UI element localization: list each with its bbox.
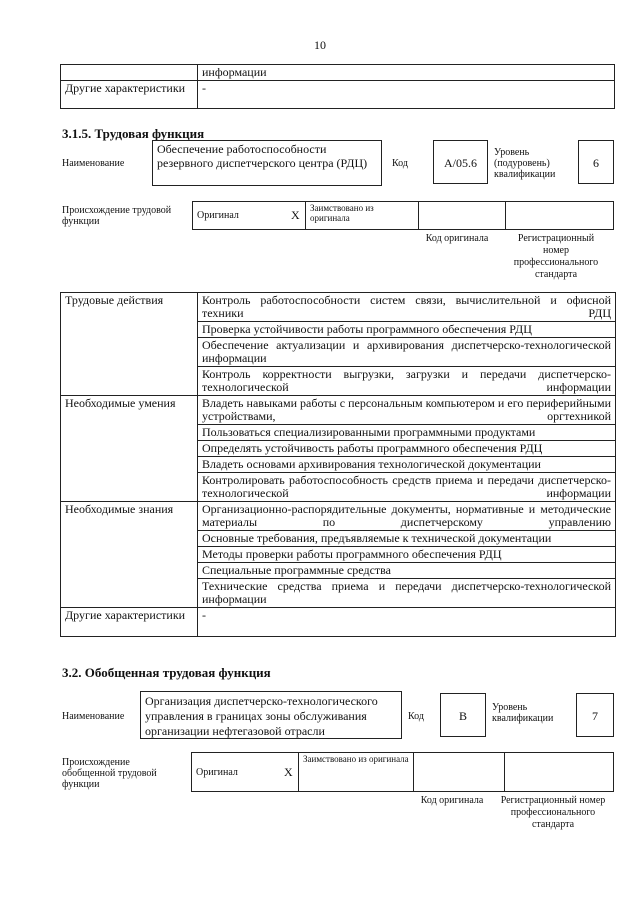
section-heading-315: 3.1.5. Трудовая функция xyxy=(62,126,205,141)
reg-num-label-315: Регистрационный номер профессионального стандарта xyxy=(513,233,599,280)
action-item: Контроль работоспособности систем связи, вычислительной и офисной техники РДЦ xyxy=(198,293,616,322)
top-table xyxy=(60,64,615,109)
knowledge-label: Необходимые знания xyxy=(61,502,198,608)
original-mark: X xyxy=(280,753,299,792)
level-value-315: 6 xyxy=(578,140,614,184)
origin-label-32: Происхождение обобщенной трудовой функции xyxy=(62,757,157,790)
skill-item: Пользоваться специализированными программными продуктами xyxy=(198,425,616,441)
skills-label: Необходимые умения xyxy=(61,396,198,502)
code-label-32: Код xyxy=(408,711,424,722)
level-value-32: 7 xyxy=(576,693,614,737)
reg-num-box xyxy=(505,753,614,792)
code-label-315: Код xyxy=(392,158,408,169)
level-label-315: Уровень (подуровень) квалификации xyxy=(494,147,556,180)
name-value-315: Обеспечение работоспособности резервного диспетчерского центра (РДЦ) xyxy=(152,140,382,186)
other-chars-value-2: - xyxy=(198,608,616,637)
knowledge-item: Методы проверки работы программного обеспечения РДЦ xyxy=(198,547,616,563)
other-chars-label-2: Другие характеристики xyxy=(61,608,198,637)
code-orig-label-315: Код оригинала xyxy=(425,233,489,244)
action-item: Контроль корректности выгрузки, загрузки и передачи диспетчерско-технологической информации xyxy=(198,367,616,396)
level-label-32: Уровень квалификации xyxy=(492,702,554,724)
section-heading-32: 3.2. Обобщенная трудовая функция xyxy=(62,665,271,680)
knowledge-item: Организационно-распорядительные документы, нормативные и методические материалы по диспетчерскому управлению xyxy=(198,502,616,531)
actions-label: Трудовые действия xyxy=(61,293,198,396)
knowledge-item: Основные требования, предъявляемые к технической документации xyxy=(198,531,616,547)
page-number: 10 xyxy=(314,38,326,52)
name-label-32: Наименование xyxy=(62,711,125,722)
original-cell: Оригинал xyxy=(192,753,281,792)
reg-num-label-32: Регистрационный номер профессионального стандарта xyxy=(500,795,606,830)
origin-table-32 xyxy=(191,752,614,792)
name-value-32: Организация диспетчерско-технологического управления в границах зоны обслуживания организации нефтегазовой отрасли xyxy=(140,691,402,739)
main-table xyxy=(60,292,616,637)
code-orig-label-32: Код оригинала xyxy=(420,795,484,806)
code-orig-box xyxy=(414,753,505,792)
code-value-32: B xyxy=(440,693,486,737)
original-mark: X xyxy=(287,202,306,230)
origin-label-315: Происхождение трудовой функции xyxy=(62,205,172,227)
action-item: Проверка устойчивости работы программного обеспечения РДЦ xyxy=(198,322,616,338)
borrowed-cell: Заимствовано из оригинала xyxy=(299,753,414,792)
top-row1-text: информации xyxy=(198,65,615,81)
knowledge-item: Технические средства приема и передачи диспетчерско-технологической информации xyxy=(198,579,616,608)
code-value-315: A/05.6 xyxy=(433,140,488,184)
skill-item: Владеть навыками работы с персональным компьютером и его периферийными устройствами, оргтехникой xyxy=(198,396,616,425)
borrowed-cell: Заимствовано из оригинала xyxy=(306,202,419,230)
skill-item: Владеть основами архивирования технологической документации xyxy=(198,457,616,473)
knowledge-item: Специальные программные средства xyxy=(198,563,616,579)
reg-num-box xyxy=(506,202,614,230)
other-chars-value: - xyxy=(198,81,615,109)
skill-item: Определять устойчивость работы программного обеспечения РДЦ xyxy=(198,441,616,457)
action-item: Обеспечение актуализации и архивирования диспетчерско-технологической информации xyxy=(198,338,616,367)
code-orig-box xyxy=(419,202,506,230)
name-label-315: Наименование xyxy=(62,158,125,169)
origin-table-315 xyxy=(192,201,614,230)
skill-item: Контролировать работоспособность средств приема и передачи диспетчерско-технологической информации xyxy=(198,473,616,502)
other-chars-label: Другие характеристики xyxy=(61,81,198,109)
original-cell: Оригинал xyxy=(193,202,288,230)
